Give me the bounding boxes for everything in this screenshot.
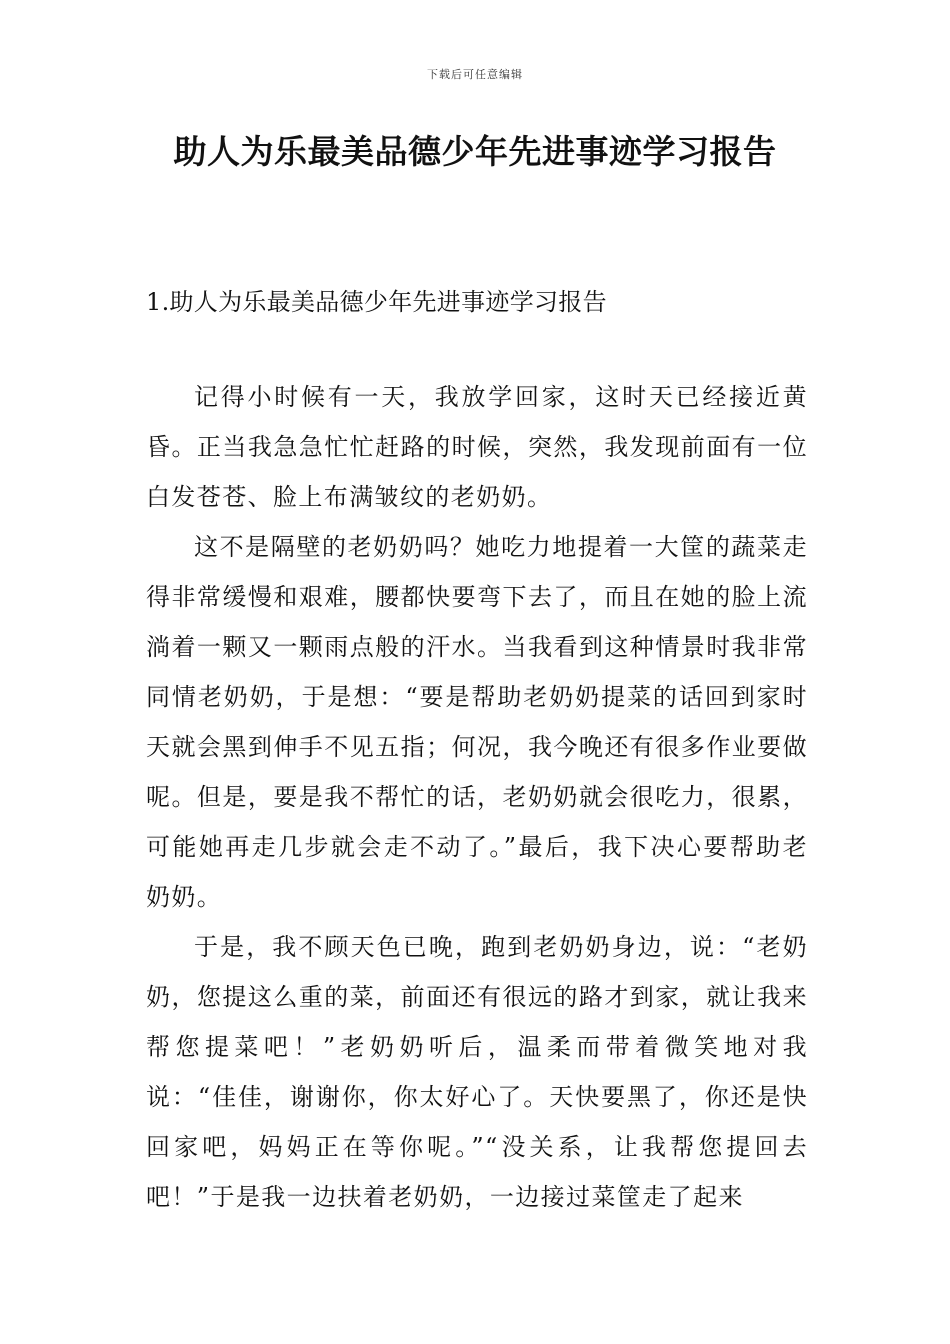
body-text [146,372,808,1222]
paragraph-3: 于是，我不顾天色已晚，跑到老奶奶身边，说：“老奶奶，您提这么重的菜，前面还有很远的路才到家，就让我来帮您提菜吧！”老奶奶听后，温柔而带着微笑地对我说：“佳佳，谢谢你，你太好心了。天快要黑了，你还是快回家吧，妈妈正在等你呢。”“没关系，让我帮您提回去吧！”于是我一边扶着老奶奶，一边接过菜筐走了起来 [146,933,808,1211]
paragraph-1: 记得小时候有一天，我放学回家，这时天已经接近黄昏。正当我急急忙忙赶路的时候，突然，我发现前面有一位白发苍苍、脸上布满皱纹的老奶奶。 [146,383,808,511]
header-note: 下载后可任意编辑 [427,68,523,81]
section-heading: 1.助人为乐最美品德少年先进事迹学习报告 [146,288,607,316]
paragraph-2: 这不是隔壁的老奶奶吗？她吃力地提着一大筐的蔬菜走得非常缓慢和艰难，腰都快要弯下去了，而且在她的脸上流淌着一颗又一颗雨点般的汗水。当我看到这种情景时我非常同情老奶奶，于是想：“要是帮助老奶奶提菜的话回到家时天就会黑到伸手不见五指；何况，我今晚还有很多作业要做呢。但是，要是我不帮忙的话，老奶奶就会很吃力，很累，可能她再走几步就会走不动了。”最后，我下决心要帮助老奶奶。 [146,533,808,911]
document-title: 助人为乐最美品德少年先进事迹学习报告 [173,132,777,171]
